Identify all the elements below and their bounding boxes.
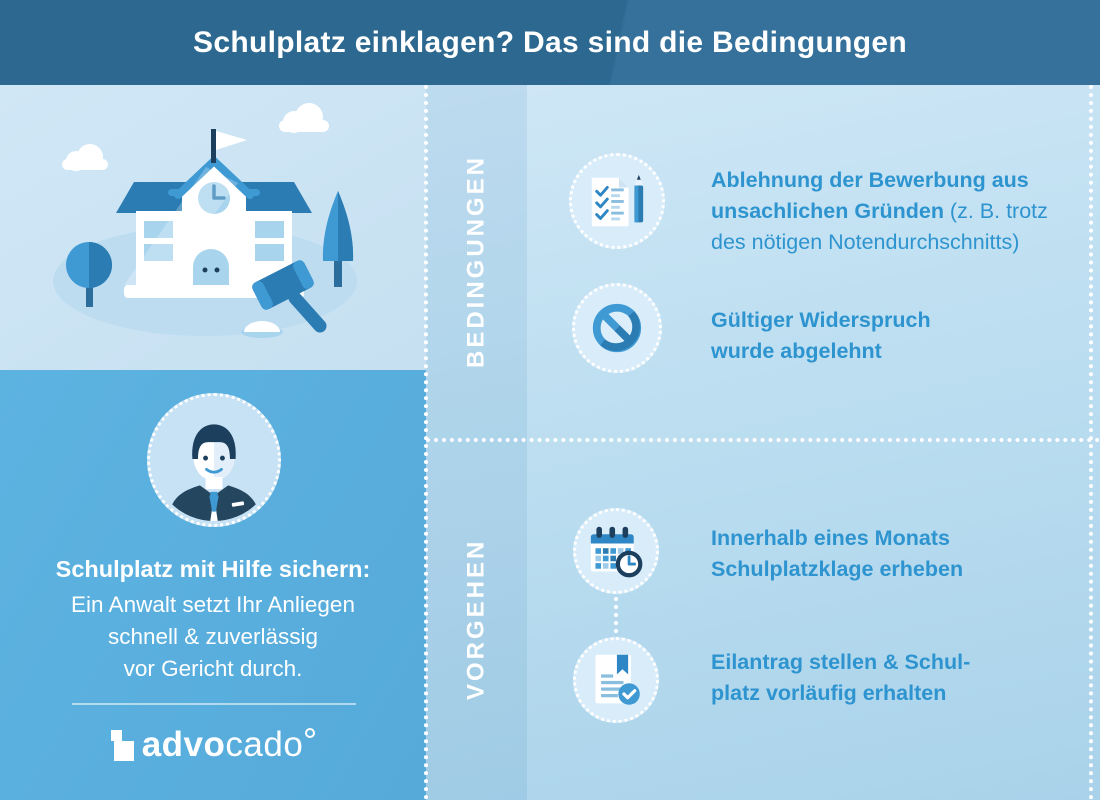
checklist-pencil-icon [586, 170, 648, 232]
trademark-circle-icon [305, 728, 315, 738]
icon-circle [572, 283, 662, 373]
icon-circle [573, 508, 659, 594]
advocado-logo-mark-icon [111, 728, 135, 761]
promo-line: vor Gericht durch. [123, 656, 303, 681]
condition-item-text [711, 165, 1100, 258]
text-line: unsachlichen Gründen (z. B. trotz [711, 199, 1048, 223]
icon-circle [569, 153, 665, 249]
text-line: Ablehnung der Bewerbung aus [711, 168, 1029, 192]
cloud-icon [62, 103, 329, 171]
section-label-vorgehen: VORGEHEN [462, 538, 490, 700]
calendar-clock-icon [588, 523, 644, 579]
step-connector-dots [614, 597, 618, 633]
vertical-dotted-separator [424, 85, 428, 800]
illustration-panel [0, 85, 426, 370]
promo-line: Ein Anwalt setzt Ihr Anliegen [71, 592, 355, 617]
promo-line: schnell & zuverlässig [107, 624, 319, 649]
step-item-text [711, 647, 1100, 709]
text-line: Innerhalb eines Monats [711, 526, 950, 550]
document-check-icon [588, 652, 644, 708]
icon-circle [573, 637, 659, 723]
advocado-logo-text: advocado [142, 728, 316, 762]
condition-item-text [711, 305, 1100, 367]
divider [72, 703, 356, 705]
horizontal-dotted-separator [426, 438, 1100, 442]
lawyer-icon [153, 399, 275, 521]
avatar [147, 393, 281, 527]
text-line: Schulplatzklage erheben [711, 557, 964, 581]
promo-heading: Schulplatz mit Hilfe sichern: [55, 556, 371, 582]
text-line: des nötigen Notendurchschnitts) [711, 230, 1020, 254]
text-line: wurde abgelehnt [711, 339, 882, 363]
text-line: platz vorläufig erhalten [711, 681, 947, 705]
advocado-logo [0, 725, 426, 764]
text-line: Gültiger Widerspruch [711, 308, 931, 332]
prohibition-icon [589, 300, 645, 356]
promo-panel [0, 370, 426, 800]
header-bar [0, 0, 1100, 85]
step-item-text [711, 523, 1100, 585]
right-column [426, 85, 1100, 800]
page-title: Schulplatz einklagen? Das sind die Bedingungen [193, 25, 907, 59]
text-line: Eilantrag stellen & Schul- [711, 650, 971, 674]
section-label-bedingungen: BEDINGUNGEN [462, 155, 490, 369]
school-gavel-illustration [0, 85, 426, 370]
